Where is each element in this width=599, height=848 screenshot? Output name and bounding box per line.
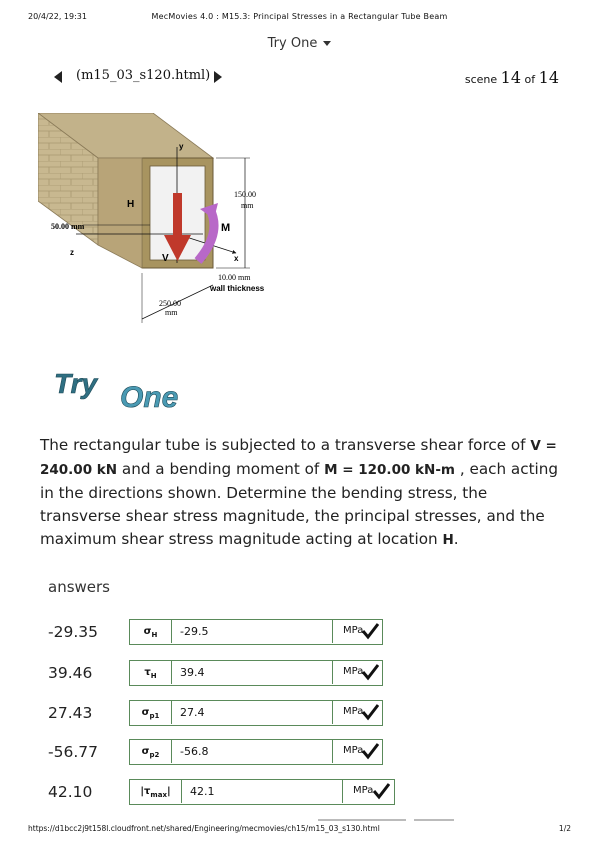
answer-symbol: $\tau_H$	[130, 661, 172, 684]
label-z: z	[70, 248, 74, 257]
answer-input[interactable]: -56.8	[172, 740, 333, 763]
wall-dim-value: 10.00 mm	[218, 273, 251, 282]
answer-unit: MPa	[343, 745, 364, 756]
answer-input[interactable]: 27.4	[172, 701, 333, 724]
answer-input[interactable]: -29.5	[172, 620, 333, 643]
answer-row	[0, 619, 599, 647]
label-x: x	[234, 254, 239, 263]
tube-beam-diagram	[38, 113, 283, 325]
width-dim-unit: mm	[165, 308, 178, 317]
answer-unit: MPa	[353, 785, 374, 796]
checkmark-icon	[372, 782, 390, 800]
answer-field-group	[129, 700, 383, 726]
answer-field-group	[129, 619, 383, 645]
correct-answer: 39.46	[48, 664, 93, 682]
checkmark-icon	[361, 622, 379, 640]
answer-unit: MPa	[343, 625, 364, 636]
answer-unit: MPa	[343, 666, 364, 677]
width-dim-value: 250.00	[159, 299, 181, 308]
horizontal-scrollbar-thumb[interactable]	[414, 819, 454, 821]
caret-down-icon	[323, 41, 331, 46]
answer-symbol: $\sigma_{p2}$	[130, 740, 172, 763]
location-H: H	[442, 532, 454, 548]
answer-input[interactable]: 39.4	[172, 661, 333, 684]
answer-row	[0, 739, 599, 767]
shear-arrow-body	[173, 193, 182, 237]
answer-symbol: $|\tau_{max}|$	[130, 780, 182, 803]
answer-field-group	[129, 660, 383, 686]
print-header	[0, 12, 599, 26]
shear-force-value: V = 240.00 kN	[40, 438, 557, 478]
answer-field-group	[129, 779, 395, 805]
correct-answer: -56.77	[48, 743, 98, 761]
answer-symbol: $\sigma_{p1}$	[130, 701, 172, 724]
next-scene-icon[interactable]	[214, 71, 222, 83]
label-M: M	[221, 222, 231, 234]
print-title: MecMovies 4.0 : M15.3: Principal Stresses in a Rectangular Tube Beam	[151, 12, 448, 21]
correct-answer: 27.43	[48, 704, 93, 722]
height-dim-value: 150.00	[234, 190, 256, 199]
scene-counter: scene 14 of 14	[464, 68, 559, 87]
print-url: https://d1bcc2j9t158l.cloudfront.net/shared/Engineering/mecmovies/ch15/m15_03_s130.html	[28, 824, 380, 833]
answer-symbol: $\sigma_H$	[130, 620, 172, 643]
label-y: y	[179, 142, 184, 151]
scene-nav	[0, 68, 599, 88]
try-one-logo	[52, 365, 222, 410]
page-menu-label: Try One	[267, 36, 318, 51]
checkmark-icon	[361, 742, 379, 760]
offset-dim-value: 50.00 mm	[51, 222, 85, 231]
answers-label: answers	[48, 578, 110, 596]
prev-scene-icon[interactable]	[54, 71, 62, 83]
answer-row	[0, 660, 599, 688]
scene-file-name: (m15_03_s120.html)	[76, 68, 211, 83]
answer-unit: MPa	[343, 706, 364, 717]
label-H: H	[127, 199, 135, 210]
answer-field-group	[129, 739, 383, 765]
checkmark-icon	[361, 663, 379, 681]
checkmark-icon	[361, 703, 379, 721]
answer-input[interactable]: 42.1	[182, 780, 343, 803]
logo-try: Try	[54, 368, 98, 399]
problem-statement: The rectangular tube is subjected to a transverse shear force of V = 240.00 kN and a bending moment of M = 120.00 kN-m , each acting in the directions shown. Determine the bending stress, the transverse shear stress magnitude, the principal stresses, and the maximum shear stress magnitude acting at location H.	[40, 436, 559, 548]
correct-answer: 42.10	[48, 783, 93, 801]
moment-value: M = 120.00 kN-m	[324, 462, 455, 478]
page-menu-dropdown[interactable]	[0, 36, 599, 51]
horizontal-scrollbar[interactable]	[318, 819, 406, 821]
correct-answer: -29.35	[48, 623, 98, 641]
logo-one: One	[120, 381, 179, 410]
answer-row	[0, 779, 599, 807]
wall-dim-label: wall thickness	[210, 284, 265, 293]
print-page-number: 1/2	[558, 824, 571, 833]
height-dim-unit: mm	[241, 201, 254, 210]
answer-row	[0, 700, 599, 728]
print-date: 20/4/22, 19:31	[28, 12, 87, 21]
label-V: V	[162, 253, 169, 264]
